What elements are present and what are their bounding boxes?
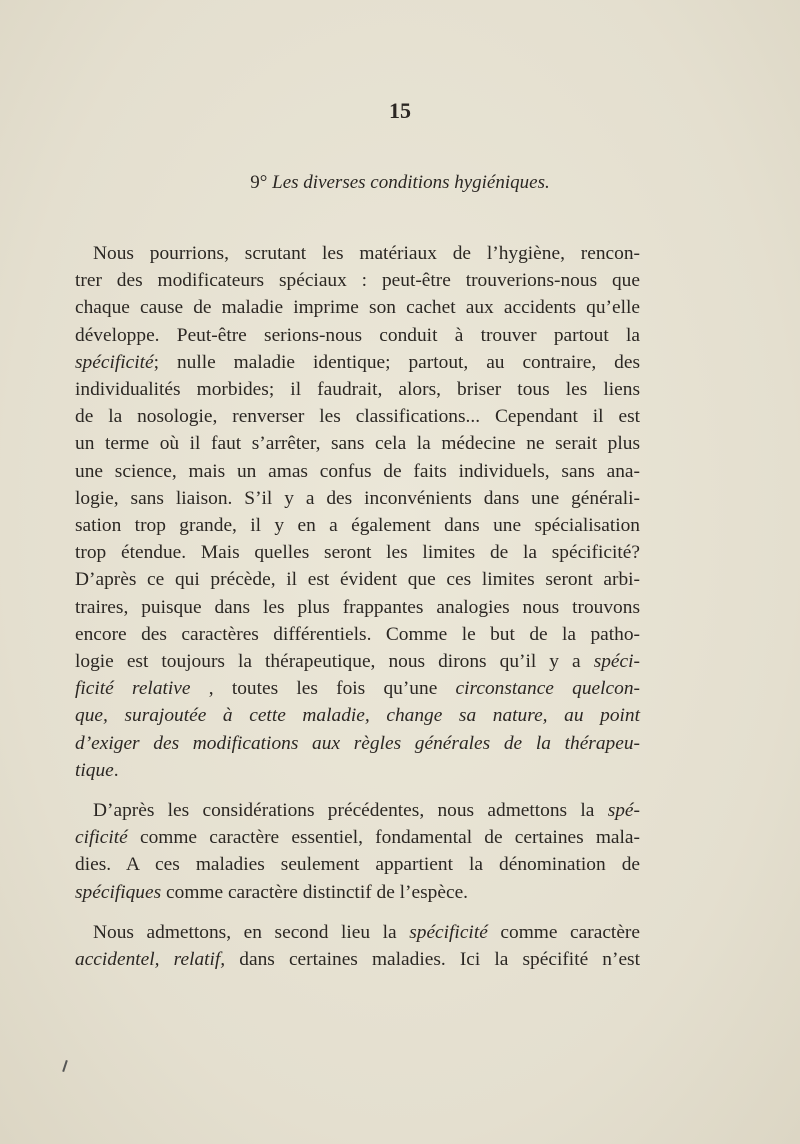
- text-line: [75, 879, 640, 906]
- text-line: [75, 485, 640, 512]
- italic-run: spéci-: [593, 651, 640, 673]
- italic-run: circonstance quelcon-: [455, 678, 640, 700]
- paragraph: [75, 797, 640, 906]
- text-run: sation trop grande, il y en a également dans une spécialisation: [75, 515, 640, 537]
- text-run: une science, mais un amas confus de faits individuels, sans ana-: [75, 460, 640, 482]
- text-line: [75, 512, 640, 539]
- text-line: [75, 566, 640, 593]
- ink-mark: [62, 1060, 68, 1072]
- italic-run: que, surajoutée à cette maladie, change sa nature, au point: [75, 705, 640, 727]
- section-number: 9°: [250, 172, 268, 193]
- text-line: [75, 621, 640, 648]
- text-run: D’après les considérations précédentes, nous admettons la: [93, 800, 608, 822]
- text-run: dans certaines maladies. Ici la spécifité n’est: [225, 949, 640, 971]
- text-line: [75, 349, 640, 376]
- paragraph: [75, 919, 640, 973]
- text-line: [75, 797, 640, 824]
- text-run: de la nosologie, renverser les classifications... Cependant il est: [75, 406, 640, 428]
- body-text: [75, 240, 640, 973]
- italic-run: accidentel, relatif,: [75, 949, 226, 971]
- text-line: [75, 267, 640, 294]
- text-line: [75, 824, 640, 851]
- text-line: [75, 594, 640, 621]
- italic-run: spécificité: [75, 351, 154, 373]
- text-run: logie est toujours la thérapeutique, nous dirons qu’il y a: [75, 651, 594, 673]
- text-line: [75, 919, 640, 946]
- text-line: [75, 458, 640, 485]
- text-run: développe. Peut-être serions-nous conduit à trouver partout la: [75, 324, 640, 346]
- text-line: [75, 294, 640, 321]
- text-line: [75, 675, 640, 702]
- text-run: trer des modificateurs spéciaux : peut-être trouverions-nous que: [75, 270, 640, 292]
- section-heading: [0, 172, 800, 194]
- section-title-text: Les diverses conditions hygiéniques.: [272, 172, 550, 193]
- text-line: [75, 430, 640, 457]
- text-run: Nous pourrions, scrutant les matériaux de l’hygiène, rencon-: [93, 243, 640, 264]
- text-run: dies. A ces maladies seulement appartient la dénomination de: [75, 854, 640, 876]
- text-run: D’après ce qui précède, il est évident que ces limites seront arbi-: [75, 569, 640, 591]
- paragraph: [75, 240, 640, 784]
- text-run: traires, puisque dans les plus frappantes analogies nous trouvons: [75, 596, 640, 618]
- text-line: [75, 240, 640, 267]
- italic-run: cificité: [75, 827, 128, 849]
- text-run: chaque cause de maladie imprime son cachet aux accidents qu’elle: [75, 297, 640, 319]
- text-run: comme caractère: [487, 921, 640, 943]
- text-run: comme caractère essentiel, fondamental de certaines mala-: [127, 827, 640, 849]
- italic-run: spé-: [607, 800, 640, 822]
- text-run: individualités morbides; il faudrait, alors, briser tous les liens: [75, 379, 640, 401]
- text-line: [75, 648, 640, 675]
- text-line: [75, 376, 640, 403]
- text-run: Nous admettons, en second lieu la: [93, 921, 410, 943]
- text-line: [75, 851, 640, 878]
- text-run: un terme où il faut s’arrêter, sans cela la médecine ne serait plus: [75, 433, 640, 455]
- text-run: encore des caractères différentiels. Comme le but de la patho-: [75, 623, 640, 645]
- text-run: , toutes les fois qu’une: [190, 678, 456, 700]
- italic-run: d’exiger des modifications aux règles générales de la thérapeu-: [75, 732, 640, 754]
- text-line: [75, 702, 640, 729]
- text-run: trop étendue. Mais quelles seront les limites de la spécificité?: [75, 542, 640, 564]
- text-line: [75, 403, 640, 430]
- italic-run: tique: [75, 759, 114, 781]
- text-line: [75, 539, 640, 566]
- text-line: [75, 730, 640, 757]
- text-run: logie, sans liaison. S’il y a des inconvénients dans une générali-: [75, 487, 640, 509]
- text-line: [75, 757, 640, 784]
- text-run: .: [113, 759, 119, 781]
- italic-run: spécificité: [409, 921, 488, 943]
- italic-run: spécifiques: [75, 881, 162, 903]
- italic-run: ficité relative: [75, 678, 191, 700]
- text-run: comme caractère distinctif de l’espèce.: [161, 881, 469, 903]
- text-line: [75, 322, 640, 349]
- page-number: 15: [389, 98, 411, 123]
- text-run: ; nulle maladie identique; partout, au contraire, des: [153, 351, 640, 373]
- text-line: [75, 946, 640, 973]
